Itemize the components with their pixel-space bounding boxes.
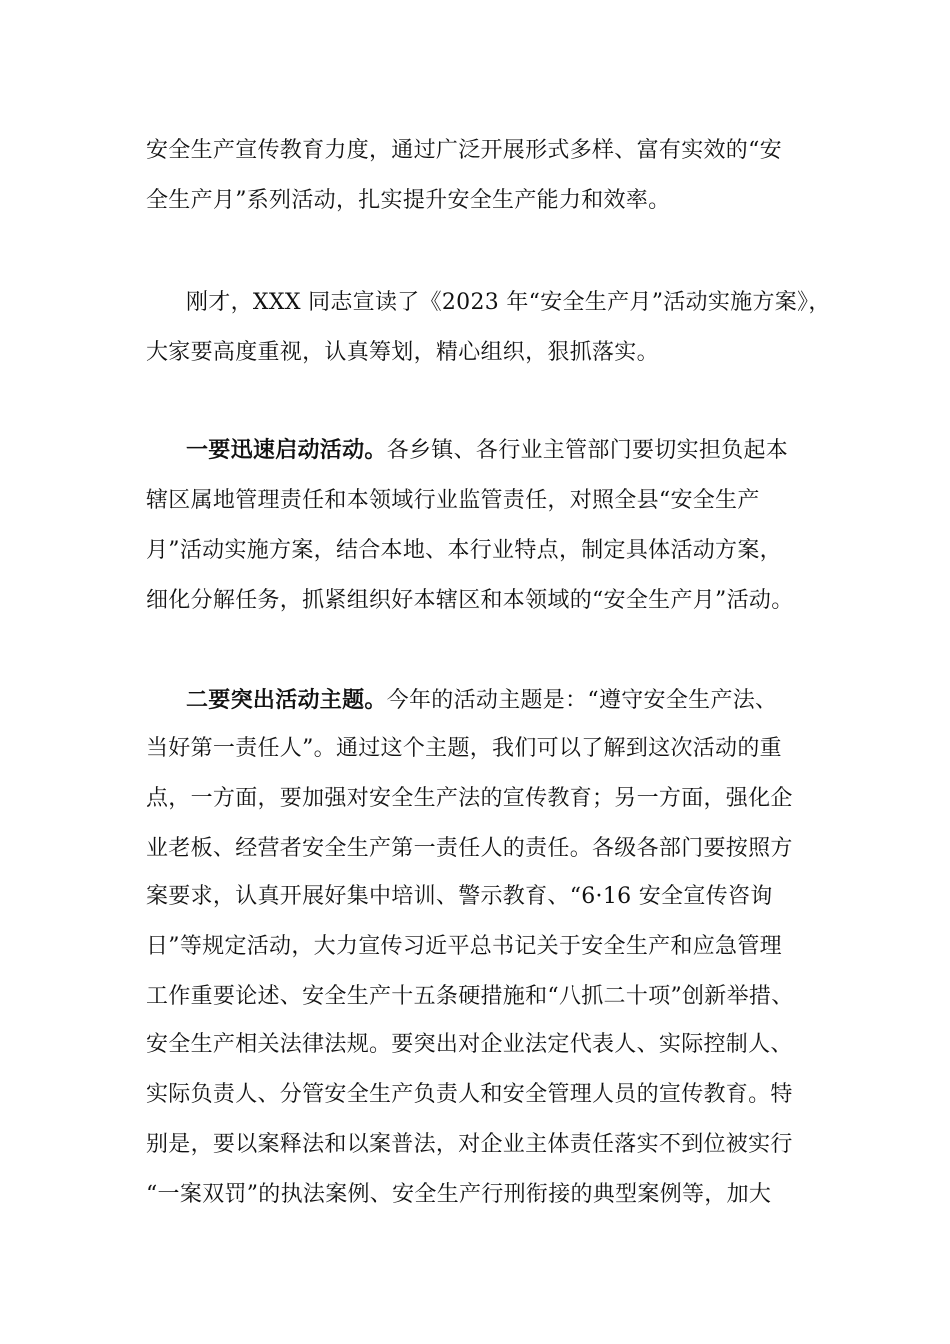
paragraph-4-lead: 二要突出活动主题。 (186, 688, 387, 713)
paragraph-4-line-8: 安全生产相关法律法规。要突出对企业法定代表人、实际控制人、 (146, 1032, 793, 1057)
paragraph-4-line-2: 当好第一责任人”。通过这个主题，我们可以了解到这次活动的重 (146, 736, 782, 761)
paragraph-4-line-6: 日”等规定活动，大力宣传习近平总书记关于安全生产和应急管理 (146, 934, 782, 959)
paragraph-3-line-1 (186, 434, 846, 468)
paragraph-4-line-1-rest: 今年的活动主题是：“遵守安全生产法、 (386, 688, 778, 713)
paragraph-3-line-4: 细化分解任务，抓紧组织好本辖区和本领域的“安全生产月”活动。 (146, 588, 794, 613)
paragraph-1-line-1: 安全生产宣传教育力度，通过广泛开展形式多样、富有实效的“安 (146, 138, 782, 163)
paragraph-3-line-1-rest: 各乡镇、各行业主管部门要切实担负起本 (386, 438, 789, 463)
paragraph-4-line-4: 业老板、经营者安全生产第一责任人的责任。各级各部门要按照方 (146, 836, 793, 861)
paragraph-1-line-2: 全生产月”系列活动，扎实提升安全生产能力和效率。 (146, 188, 671, 213)
paragraph-4-line-9: 实际负责人、分管安全生产负责人和安全管理人员的宣传教育。特 (146, 1082, 793, 1107)
paragraph-4-line-11: “一案双罚”的执法案例、安全生产行刑衔接的典型案例等，加大 (146, 1182, 772, 1207)
paragraph-4-line-1 (186, 684, 846, 718)
paragraph-2-line-2: 大家要高度重视，认真筹划，精心组织，狠抓落实。 (146, 340, 659, 365)
paragraph-3-line-2: 辖区属地管理责任和本领域行业监管责任，对照全县“安全生产 (146, 488, 760, 513)
paragraph-4-line-3: 点，一方面，要加强对安全生产法的宣传教育；另一方面，强化企 (146, 786, 793, 811)
paragraph-3-line-3: 月”活动实施方案，结合本地、本行业特点，制定具体活动方案， (146, 538, 782, 563)
paragraph-4-line-10: 别是，要以案释法和以案普法，对企业主体责任落实不到位被实行 (146, 1132, 793, 1157)
paragraph-4-line-7: 工作重要论述、安全生产十五条硬措施和“八抓二十项”创新举措、 (146, 984, 794, 1009)
paragraph-2-line-1: 刚才，XXX 同志宣读了《2023 年“安全生产月”活动实施方案》， (186, 290, 831, 315)
paragraph-4-line-5: 案要求，认真开展好集中培训、警示教育、“6·16 安全宣传咨询 (146, 884, 773, 909)
paragraph-3-lead: 一要迅速启动活动。 (186, 438, 387, 463)
